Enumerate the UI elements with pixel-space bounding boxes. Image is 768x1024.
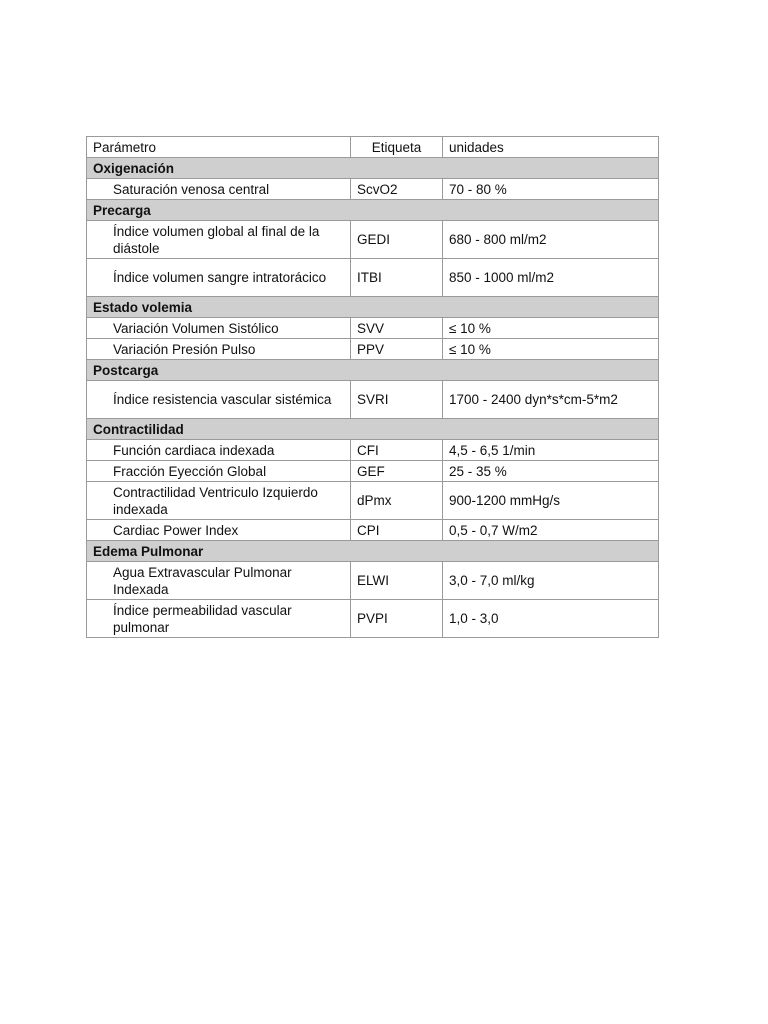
param-cell: Saturación venosa central — [87, 179, 351, 200]
param-cell: Índice resistencia vascular sistémica — [87, 381, 351, 419]
section-title: Edema Pulmonar — [87, 541, 659, 562]
param-cell: Índice permeabilidad vascular pulmonar — [87, 600, 351, 638]
header-row — [87, 137, 659, 158]
header-etiqueta: Etiqueta — [351, 137, 443, 158]
param-cell: Contractilidad Ventriculo Izquierdo indexada — [87, 482, 351, 520]
table-row — [87, 381, 659, 419]
param-cell: Índice volumen sangre intratorácico — [87, 259, 351, 297]
table-row — [87, 221, 659, 259]
label-cell: CPI — [351, 520, 443, 541]
table-row — [87, 318, 659, 339]
param-cell: Índice volumen global al final de la diástole — [87, 221, 351, 259]
label-cell: dPmx — [351, 482, 443, 520]
param-cell: Variación Presión Pulso — [87, 339, 351, 360]
label-cell: SVV — [351, 318, 443, 339]
units-cell: 70 - 80 % — [443, 179, 659, 200]
table-row — [87, 562, 659, 600]
units-cell: 25 - 35 % — [443, 461, 659, 482]
section-title: Postcarga — [87, 360, 659, 381]
param-cell: Fracción Eyección Global — [87, 461, 351, 482]
table-row — [87, 440, 659, 461]
units-cell: ≤ 10 % — [443, 318, 659, 339]
param-cell: Función cardiaca indexada — [87, 440, 351, 461]
section-title: Oxigenación — [87, 158, 659, 179]
units-cell: 1700 - 2400 dyn*s*cm-5*m2 — [443, 381, 659, 419]
section-title: Contractilidad — [87, 419, 659, 440]
label-cell: PVPI — [351, 600, 443, 638]
label-cell: GEDI — [351, 221, 443, 259]
section-row — [87, 419, 659, 440]
table-row — [87, 179, 659, 200]
param-cell: Agua Extravascular Pulmonar Indexada — [87, 562, 351, 600]
table-row — [87, 339, 659, 360]
section-row — [87, 158, 659, 179]
label-cell: ELWI — [351, 562, 443, 600]
table-row — [87, 520, 659, 541]
units-cell: ≤ 10 % — [443, 339, 659, 360]
units-cell: 680 - 800 ml/m2 — [443, 221, 659, 259]
units-cell: 900-1200 mmHg/s — [443, 482, 659, 520]
param-cell: Cardiac Power Index — [87, 520, 351, 541]
label-cell: PPV — [351, 339, 443, 360]
table-row — [87, 600, 659, 638]
section-row — [87, 360, 659, 381]
units-cell: 0,5 - 0,7 W/m2 — [443, 520, 659, 541]
param-cell: Variación Volumen Sistólico — [87, 318, 351, 339]
label-cell: ScvO2 — [351, 179, 443, 200]
section-row — [87, 297, 659, 318]
section-row — [87, 541, 659, 562]
units-cell: 850 - 1000 ml/m2 — [443, 259, 659, 297]
section-title: Estado volemia — [87, 297, 659, 318]
label-cell: GEF — [351, 461, 443, 482]
label-cell: CFI — [351, 440, 443, 461]
table-row — [87, 461, 659, 482]
units-cell: 1,0 - 3,0 — [443, 600, 659, 638]
units-cell: 3,0 - 7,0 ml/kg — [443, 562, 659, 600]
section-title: Precarga — [87, 200, 659, 221]
units-cell: 4,5 - 6,5 1/min — [443, 440, 659, 461]
parameters-table-container — [86, 136, 658, 638]
label-cell: ITBI — [351, 259, 443, 297]
parameters-table — [86, 136, 659, 638]
header-parametro: Parámetro — [87, 137, 351, 158]
header-unidades: unidades — [443, 137, 659, 158]
table-row — [87, 482, 659, 520]
label-cell: SVRI — [351, 381, 443, 419]
section-row — [87, 200, 659, 221]
table-row — [87, 259, 659, 297]
